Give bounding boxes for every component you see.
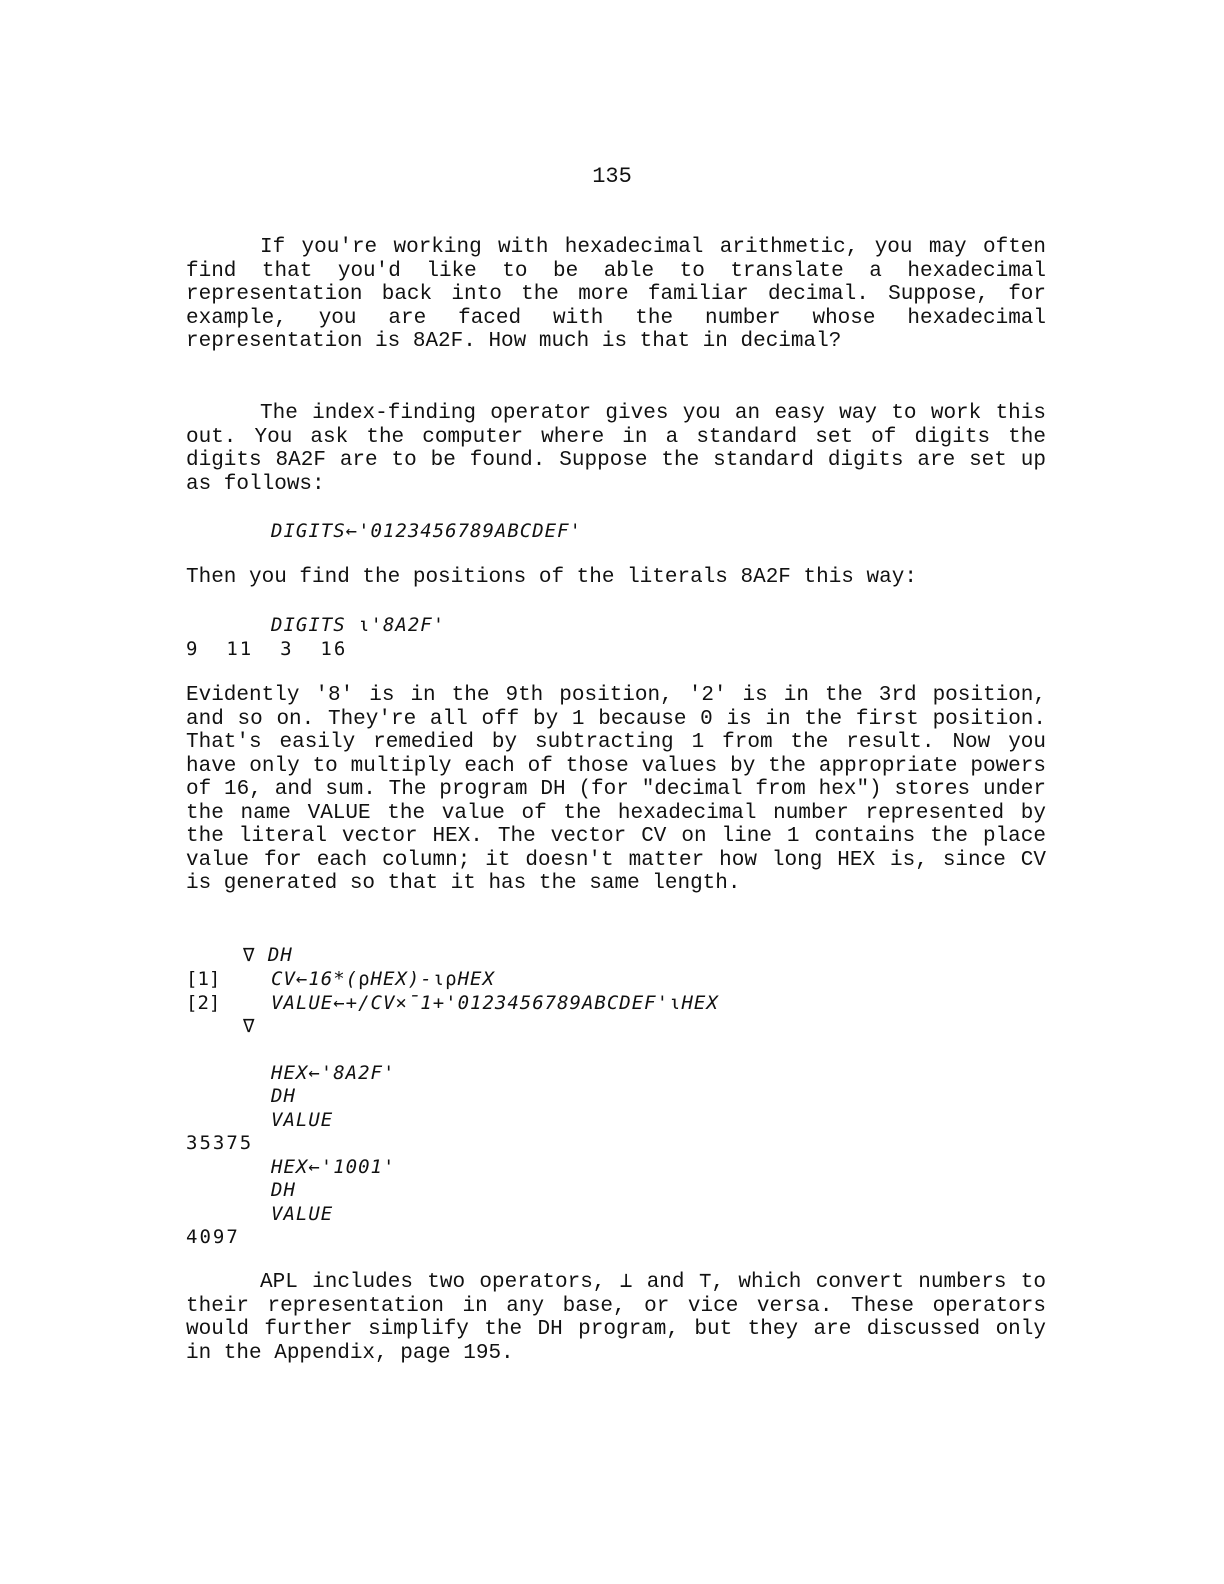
code-session2-assign: HEX←'1001' [271, 1156, 396, 1178]
paragraph-index-operator [186, 402, 1046, 496]
code-session1-assign: HEX←'8A2F' [271, 1062, 396, 1084]
page-number: 135 [592, 164, 632, 189]
code-function-line-2: VALUE←+/CV×¯1+'0123456789ABCDEF'⍳HEX [271, 992, 719, 1014]
code-session1-result: 35375 [186, 1132, 254, 1154]
code-line-label-2: [2] [186, 992, 221, 1014]
code-function-header: ∇ DH [243, 944, 293, 966]
paragraph-positions-text: Then you find the positions of the literals 8A2F this way: [186, 566, 917, 589]
paragraph-intro-text: If you're working with hexadecimal arithmetic, you may often find that you'd like to be able to translate a hexadecimal representation back into the more familiar decimal. Suppose, for example, you are faced with the number whose hexadecimal representation is 8A2F. How much is that in decimal? [186, 236, 1046, 353]
code-function-line-1: CV←16*(⍴HEX)-⍳⍴HEX [271, 968, 495, 990]
code-digits-index: DIGITS ⍳'8A2F' [271, 614, 446, 636]
code-digits-index-result: 9 11 3 16 [186, 638, 348, 660]
code-line-label-1: [1] [186, 968, 221, 990]
code-function-close: ∇ [243, 1015, 256, 1037]
paragraph-intro [186, 236, 1046, 354]
paragraph-base-operators-text: APL includes two operators, ⊥ and ⊤, which convert numbers to their representation in any base, or vice versa. These operators would further simplify the DH program, but they are discussed only in the Appendix, page 195. [186, 1271, 1046, 1365]
code-session2-call: DH [271, 1179, 296, 1201]
code-session2-show: VALUE [271, 1203, 334, 1225]
paragraph-positions [186, 566, 1046, 590]
code-session1-call: DH [271, 1085, 296, 1107]
paragraph-index-operator-text: The index-finding operator gives you an easy way to work this out. You ask the computer where in a standard set of digits the digits 8A2F are to be found. Suppose the standard digits are set up as follows: [186, 402, 1046, 496]
paragraph-base-operators [186, 1271, 1046, 1365]
code-digits-assign: DIGITS←'0123456789ABCDEF' [271, 520, 582, 542]
paragraph-explanation [186, 684, 1046, 896]
paragraph-explanation-text: Evidently '8' is in the 9th position, '2' is in the 3rd position, and so on. They're all off by 1 because 0 is in the first position. That's easily remedied by subtracting 1 from the result. Now you have only to multiply each of those values by the appropriate powers of 16, and sum. The program DH (for "decimal from hex") stores under the name VALUE the value of the hexadecimal number represented by the literal vector HEX. The vector CV on line 1 contains the place value for each column; it doesn't matter how long HEX is, since CV is generated so that it has the same length. [186, 684, 1046, 895]
code-session2-result: 4097 [186, 1226, 240, 1248]
code-session1-show: VALUE [271, 1109, 334, 1131]
